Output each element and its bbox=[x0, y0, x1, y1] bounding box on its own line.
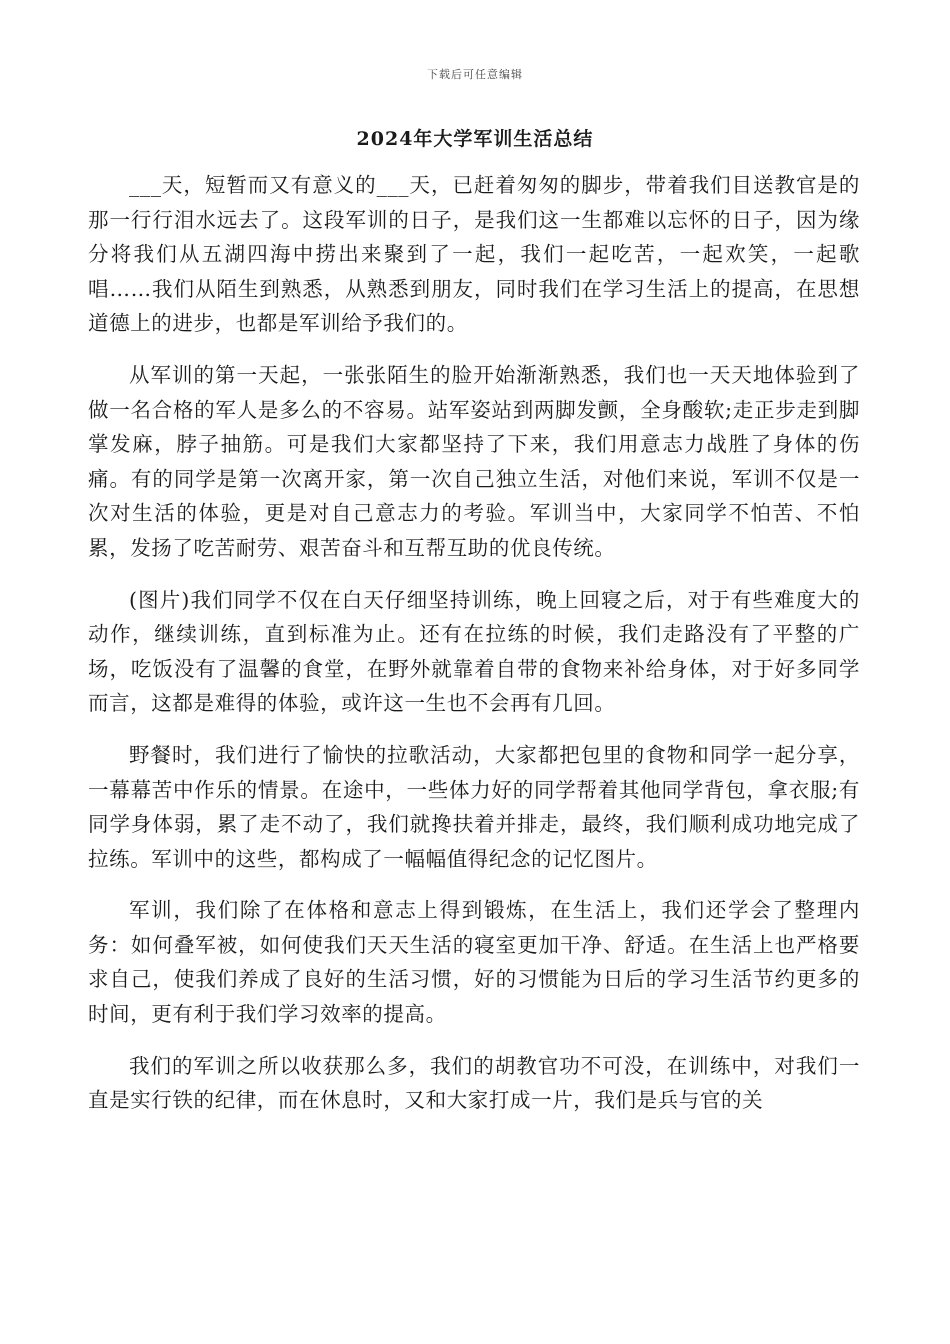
paragraph-4: 野餐时，我们进行了愉快的拉歌活动，大家都把包里的食物和同学一起分享，一幕幕苦中作乐的情景。在途中，一些体力好的同学帮着其他同学背包，拿衣服;有同学身体弱，累了走不动了，我们就搀扶着并排走，最终，我们顺利成功地完成了拉练。军训中的这些，都构成了一幅幅值得纪念的记忆图片。 bbox=[88, 742, 860, 871]
document-body bbox=[88, 168, 860, 1135]
paragraph-2: 从军训的第一天起，一张张陌生的脸开始渐渐熟悉，我们也一天天地体验到了做一名合格的军人是多么的不容易。站军姿站到两脚发颤，全身酸软;走正步走到脚掌发麻，脖子抽筋。可是我们大家都坚持了下来，我们用意志力战胜了身体的伤痛。有的同学是第一次离开家，第一次自己独立生活，对他们来说，军训不仅是一次对生活的体验，更是对自己意志力的考验。军训当中，大家同学不怕苦、不怕累，发扬了吃苦耐劳、艰苦奋斗和互帮互助的优良传统。 bbox=[88, 362, 860, 560]
paragraph-1: ___天，短暂而又有意义的___天，已赶着匆匆的脚步，带着我们目送教官是的那一行行泪水远去了。这段军训的日子，是我们这一生都难以忘怀的日子，因为缘分将我们从五湖四海中捞出来聚到了一起，我们一起吃苦，一起欢笑，一起歌唱……我们从陌生到熟悉，从熟悉到朋友，同时我们在学习生活上的提高，在思想道德上的进步，也都是军训给予我们的。 bbox=[88, 173, 860, 336]
paragraph-6: 我们的军训之所以收获那么多，我们的胡教官功不可没，在训练中，对我们一直是实行铁的纪律，而在休息时，又和大家打成一片，我们是兵与官的关 bbox=[88, 1053, 860, 1113]
document-title: 2024年大学军训生活总结 bbox=[356, 128, 594, 150]
paragraph-3: (图片)我们同学不仅在白天仔细坚持训练，晚上回寝之后，对于有些难度大的动作，继续训练，直到标准为止。还有在拉练的时候，我们走路没有了平整的广场，吃饭没有了温馨的食堂，在野外就靠着自带的食物来补给身体，对于好多同学而言，这都是难得的体验，或许这一生也不会再有几回。 bbox=[88, 587, 860, 716]
header-note: 下载后可任意编辑 bbox=[427, 68, 523, 81]
paragraph-5: 军训，我们除了在体格和意志上得到锻炼，在生活上，我们还学会了整理内务：如何叠军被，如何使我们天天生活的寝室更加干净、舒适。在生活上也严格要求自己，使我们养成了良好的生活习惯，好的习惯能为日后的学习生活节约更多的时间，更有利于我们学习效率的提高。 bbox=[88, 898, 860, 1027]
